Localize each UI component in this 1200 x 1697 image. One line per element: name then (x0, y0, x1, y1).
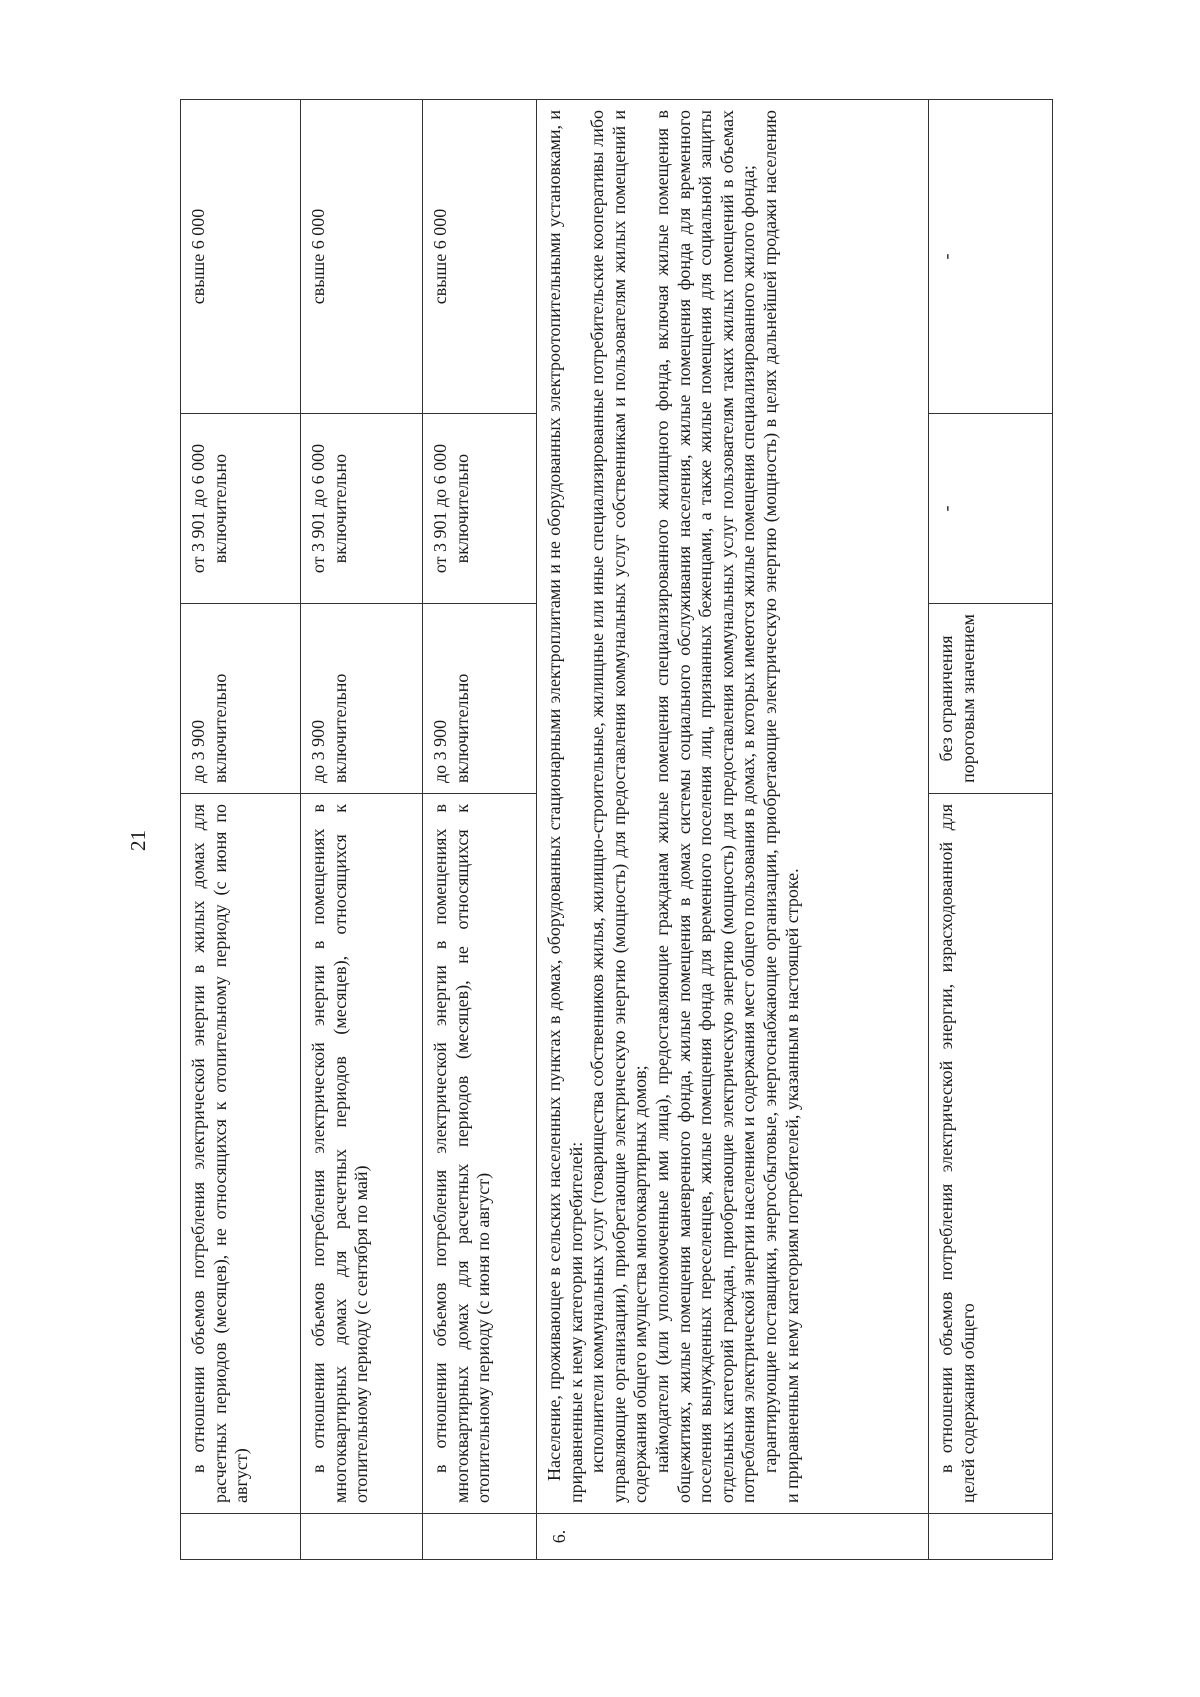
threshold-low-cell: до 3 900 включительно (301, 604, 423, 794)
row-number-cell (423, 1514, 537, 1560)
table-row (423, 100, 537, 1560)
threshold-mid-cell: от 3 901 до 6 000 включительно (423, 414, 537, 604)
table-row (181, 100, 301, 1560)
row-number-cell (929, 1514, 1053, 1560)
description-cell: в отношении объемов потребления электрической энергии в помещениях в многоквартирных домах для расчетных периодов (месяцев), относящихся к отопительному периоду (с сентября по май) (301, 794, 423, 1514)
section-6-text (537, 100, 929, 1514)
section-6-paragraph: Население, проживающее в сельских населенных пунктах в домах, оборудованных стационарными электроплитами и не оборудованных электроотопительными установками, и приравненные к нему категории потребителей: (544, 110, 586, 1503)
page-number: 21 (126, 830, 150, 851)
row-number-cell (301, 1514, 423, 1560)
threshold-low-cell: без ограничения пороговым значением (929, 604, 1053, 794)
description-cell: в отношении объемов потребления электрической энергии в жилых домах для расчетных периодов (месяцев), не относящихся к отопительному периоду (с июня по август) (181, 794, 301, 1514)
threshold-high-cell: свыше 6 000 (423, 100, 537, 414)
section-6-paragraph: гарантирующие поставщики, энергосбытовые, энергоснабжающие организации, приобретающие электрическую энергию (мощность) в целях дальнейшей продажи населению и приравненным к нему категориям потребителей, указанным в настоящей строке. (759, 110, 802, 1503)
section-6-paragraph: наймодатели (или уполномоченные ими лица), предоставляющие гражданам жилые помещения специализированного жилищного фонда, включая жилые помещения в общежитиях, жилые помещения маневренного фонда, жилые помещения в домах системы социального обслуживания населения, жилые помещения фонда для временного поселения вынужденных переселенцев, жилые помещения фонда для временного поселения лиц, признанных беженцами, а также жилые помещения для социальной защиты отдельных категорий граждан, приобретающие электрическую энергию (мощность) для предоставления коммунальных услуг пользователям таких жилых помещений в объемах потребления электрической энергии населением и содержания мест общего пользования в домах, в которых имеются жилые помещения специализированного жилого фонда; (651, 110, 759, 1503)
threshold-high-cell: свыше 6 000 (301, 100, 423, 414)
tariff-table (180, 99, 1053, 1560)
section-6-number: 6. (537, 1514, 929, 1560)
threshold-mid-cell: от 3 901 до 6 000 включительно (181, 414, 301, 604)
table-row (929, 100, 1053, 1560)
threshold-low-cell: до 3 900 включительно (423, 604, 537, 794)
table-row (301, 100, 423, 1560)
tariff-table-sheet (180, 100, 1060, 1560)
description-cell: в отношении объемов потребления электрической энергии в помещениях в многоквартирных домах для расчетных периодов (месяцев), не относящихся к отопительному периоду (с июня по август) (423, 794, 537, 1514)
threshold-high-cell: свыше 6 000 (181, 100, 301, 414)
threshold-high-cell: - (929, 100, 1053, 414)
threshold-mid-cell: от 3 901 до 6 000 включительно (301, 414, 423, 604)
description-cell: в отношении объемов потребления электрической энергии, израсходованной для целей содержания общего (929, 794, 1053, 1514)
threshold-low-cell: до 3 900 включительно (181, 604, 301, 794)
section-6-row (537, 100, 929, 1560)
threshold-mid-cell: - (929, 414, 1053, 604)
section-6-paragraph: исполнители коммунальных услуг (товарищества собственников жилья, жилищно-строительные, жилищные или иные специализированные потребительские кооперативы либо управляющие организации), приобретающие электрическую энергию (мощность) для предоставления коммунальных услуг собственникам и пользователям жилых помещений и содержания общего имущества многоквартирных домов; (587, 110, 651, 1503)
row-number-cell (181, 1514, 301, 1560)
